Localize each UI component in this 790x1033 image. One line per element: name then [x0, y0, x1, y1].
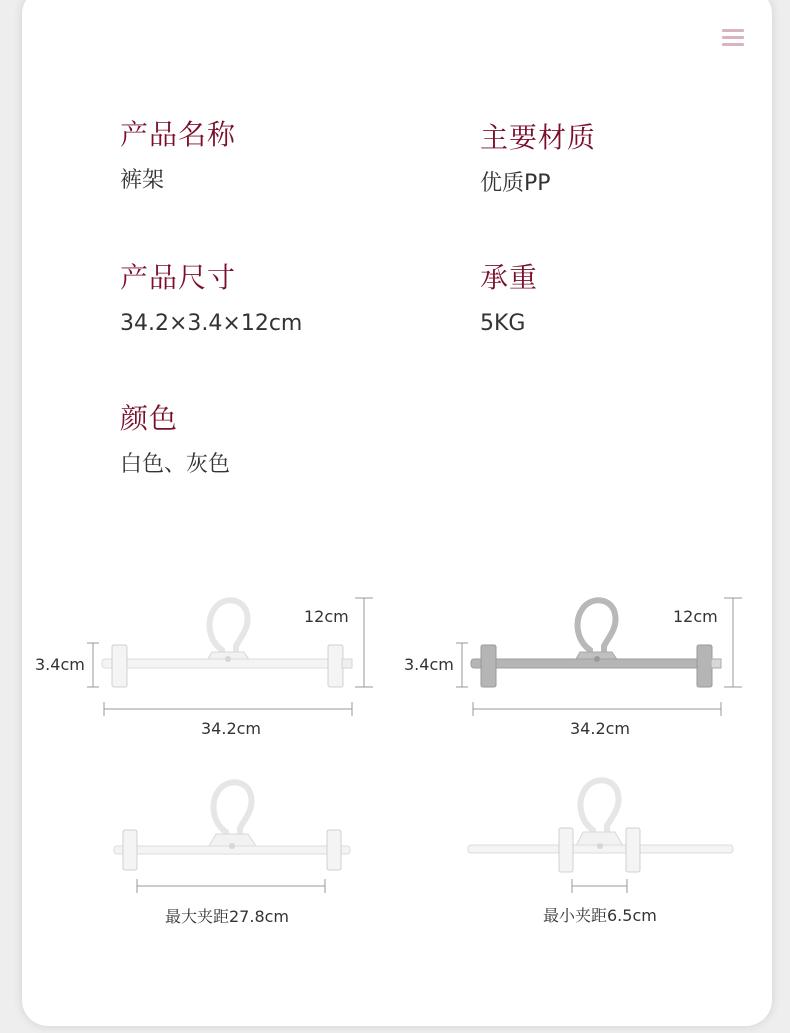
min-span-dimension-line	[572, 879, 627, 893]
spec-value: 裤架	[120, 168, 165, 193]
white-height-label: 12cm	[304, 607, 349, 626]
max-span-hanger-image	[114, 782, 350, 870]
white-width-label: 34.2cm	[201, 719, 262, 738]
spec-label: 承重	[480, 261, 539, 294]
gray-width-label: 34.2cm	[570, 719, 631, 738]
spec-label: 产品尺寸	[120, 261, 237, 294]
white-clip-label: 3.4cm	[35, 655, 85, 674]
spec-label: 颜色	[120, 402, 179, 435]
gray-height-label: 12cm	[673, 607, 718, 626]
spec-label: 主要材质	[480, 121, 597, 154]
max-span-dimension-line	[137, 879, 325, 893]
spec-value: 白色、灰色	[120, 452, 231, 477]
gray-clip-label: 3.4cm	[404, 655, 454, 674]
min-span-caption: 最小夹距6.5cm	[543, 906, 657, 925]
min-span-hanger-image	[468, 780, 733, 872]
spec-value: 5KG	[480, 311, 526, 336]
spec-value: 34.2×3.4×12cm	[120, 311, 303, 336]
spec-value: 优质PP	[480, 171, 551, 196]
spec-label: 产品名称	[120, 118, 237, 151]
max-span-caption: 最大夹距27.8cm	[165, 907, 290, 926]
